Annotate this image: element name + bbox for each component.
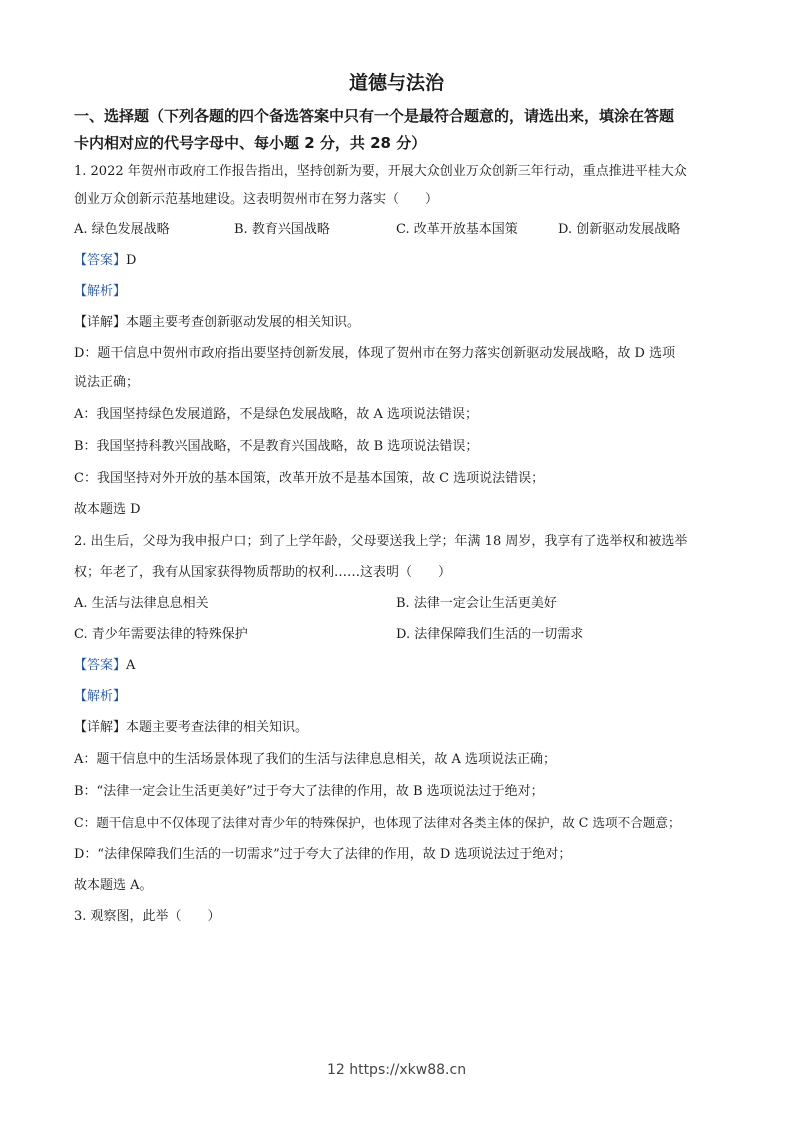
q1-explanation-line: D：题干信息中贺州市政府指出要坚持创新发展，体现了贺州市在努力落实创新驱动发展战略，故 D 选项 [74,346,676,361]
q1-answer-row [74,251,734,271]
q2-option-d: D. 法律保障我们生活的一切需求 [396,627,584,642]
q2-explanation-line: B：“法律一定会让生活更美好”过于夸大了法律的作用，故 B 选项说法过于绝对； [74,784,544,799]
q2-analysis-row [74,687,734,707]
q1-option-d: D. 创新驱动发展战略 [558,222,681,237]
q1-option-c: C. 改革开放基本国策 [396,222,518,237]
q2-answer-value: A [126,658,136,673]
q2-answer-row [74,656,734,676]
q1-option-b: B. 教育兴国战略 [234,222,330,237]
q2-explanation-line: D：“法律保障我们生活的一切需求”过于夸大了法律的作用，故 D 选项说法过于绝对； [74,847,572,862]
q1-stem-line-2: 创业万众创新示范基地建设。这表明贺州市在努力落实（ ） [74,192,439,207]
q2-explanation-line: A：题干信息中的生活场景体现了我们的生活与法律息息相关，故 A 选项说法正确； [74,752,557,767]
q1-answer-value: D [126,253,137,268]
section-heading-line-2: 卡内相对应的代号字母中、每小题 2 分，共 28 分） [74,134,427,152]
q2-stem-line-2: 权；年老了，我有从国家获得物质帮助的权利……这表明（ ） [74,565,452,580]
detail-label: 【详解】 [74,315,127,330]
q2-detail-text: 本题主要考查法律的相关知识。 [126,720,309,735]
q1-detail-text: 本题主要考查创新驱动发展的相关知识。 [126,315,361,330]
page-title: 道德与法治 [348,72,444,94]
detail-label: 【详解】 [74,720,127,735]
answer-label: 【答案】 [74,658,127,673]
answer-label: 【答案】 [74,253,127,268]
q2-explanation-line: C：题干信息中不仅体现了法律对青少年的特殊保护，也体现了法律对各类主体的保护，故 C 选项不合题意； [74,815,681,830]
q1-conclusion: 故本题选 D [74,502,141,517]
q1-detail-row [74,313,734,333]
q2-option-c: C. 青少年需要法律的特殊保护 [74,627,248,642]
q3-stem: 3. 观察图，此举（ ） [74,909,221,924]
q2-option-a: A. 生活与法律息息相关 [74,596,209,611]
q1-explanation-line: 说法正确； [74,375,140,390]
section-heading [74,103,724,157]
page-footer: 12 https://xkw88.cn [326,1062,467,1078]
analysis-label: 【解析】 [74,689,127,704]
q2-option-b: B. 法律一定会让生活更美好 [396,596,557,611]
q2-conclusion: 故本题选 A。 [74,878,153,893]
q1-explanation-line: C：我国坚持对外开放的基本国策，改革开放不是基本国策，故 C 选项说法错误； [74,471,545,486]
q1-option-a: A. 绿色发展战略 [74,222,170,237]
q1-analysis-row [74,282,734,302]
analysis-label: 【解析】 [74,284,127,299]
q2-stem-line-1: 2. 出生后，父母为我申报户口；到了上学年龄，父母要送我上学；年满 18 周岁，我享有了选举权和被选举 [74,534,688,549]
section-heading-line-1: 一、选择题（下列各题的四个备选答案中只有一个是最符合题意的，请选出来，填涂在答题 [74,107,675,125]
q1-explanation-line: B：我国坚持科教兴国战略，不是教育兴国战略，故 B 选项说法错误； [74,439,479,454]
q1-stem-line-1: 1. 2022 年贺州市政府工作报告指出，坚持创新为要，开展大众创业万众创新三年行动，重点推进平桂大众 [74,164,687,179]
q1-explanation-line: A：我国坚持绿色发展道路，不是绿色发展战略，故 A 选项说法错误； [74,407,479,422]
q2-detail-row [74,718,734,738]
